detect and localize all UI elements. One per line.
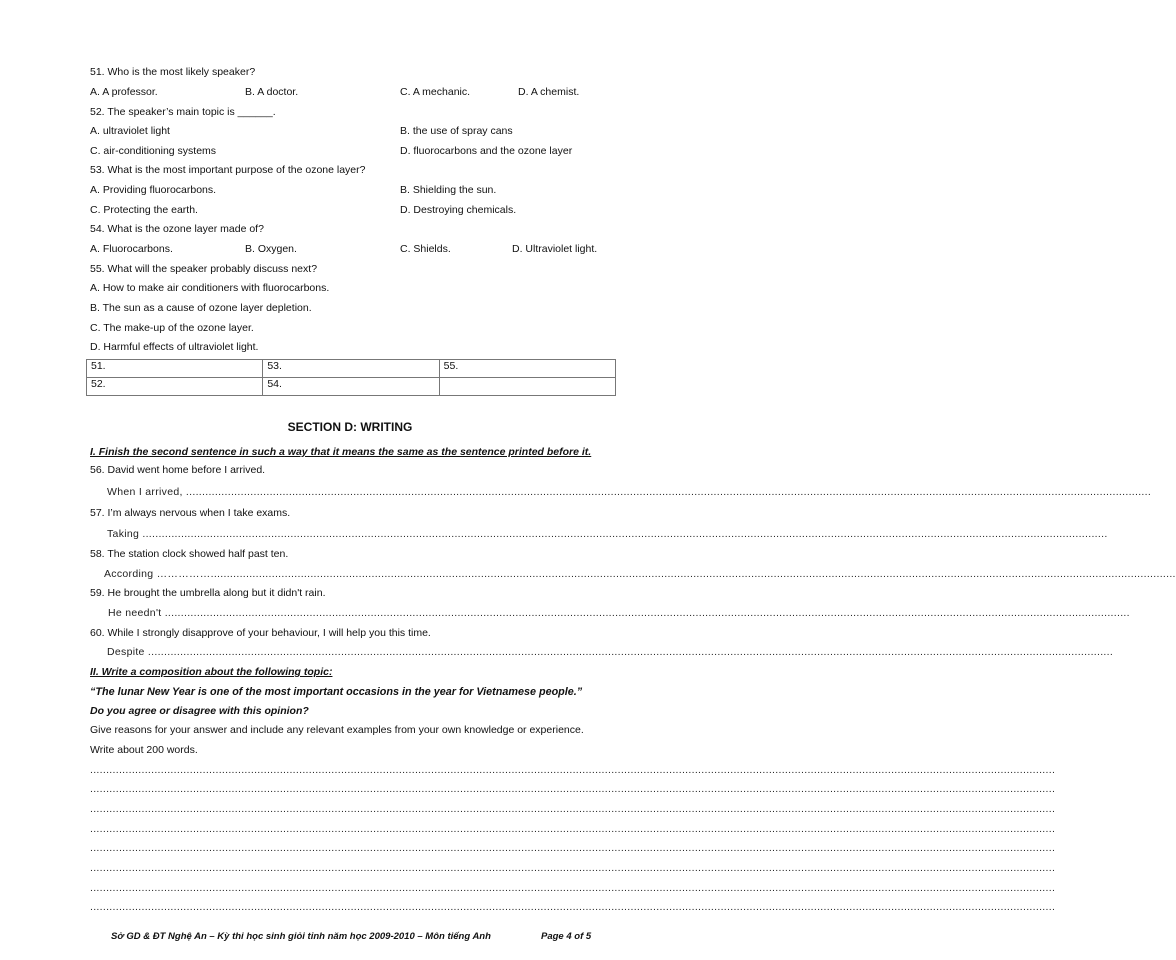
item-59-answer-line[interactable]: He needn't ............................................................................................................................................................................................................................................................................................................ — [108, 607, 1130, 619]
question-52: 52. The speaker’s main topic is ______. — [90, 106, 276, 118]
item-60-answer-line[interactable]: Despite ............................................................................................................................................................................................................................................................................................................ — [107, 646, 1114, 658]
answer-row — [87, 378, 616, 396]
q54-option-a[interactable]: A. Fluorocarbons. — [90, 243, 173, 255]
q54-option-d[interactable]: D. Ultraviolet light. — [512, 243, 598, 255]
q52-option-a[interactable]: A. ultraviolet light — [90, 125, 170, 137]
section-title: SECTION D: WRITING — [287, 420, 413, 434]
item-58-original: 58. The station clock showed half past ten. — [90, 548, 289, 560]
q51-option-b[interactable]: B. A doctor. — [245, 86, 299, 98]
composition-line[interactable]: ............................................................................................................................................................................................................................................................................................................ — [90, 882, 1056, 894]
answer-cell-empty — [439, 378, 615, 396]
item-58-start: According …………… — [104, 568, 211, 580]
part2-heading: II. Write a composition about the following topic: — [90, 666, 333, 678]
item-56-answer-line[interactable]: When I arrived, ............................................................................................................................................................................................................................................................................................................ — [107, 486, 1152, 498]
item-57-answer-line[interactable]: Taking ............................................................................................................................................................................................................................................................................................................ — [107, 528, 1108, 540]
q53-option-c[interactable]: C. Protecting the earth. — [90, 204, 198, 216]
question-54: 54. What is the ozone layer made of? — [90, 223, 264, 235]
q55-option-b[interactable]: B. The sun as a cause of ozone layer depletion. — [90, 302, 312, 314]
part1-heading: I. Finish the second sentence in such a way that it means the same as the sentence printed before it. — [90, 446, 592, 458]
item-56-start: When I arrived, — [107, 486, 186, 498]
q51-option-d[interactable]: D. A chemist. — [518, 86, 580, 98]
answer-cell-55[interactable]: 55. — [439, 360, 615, 378]
item-56-original: 56. David went home before I arrived. — [90, 464, 266, 476]
part2-instruction: Give reasons for your answer and include any relevant examples from your own knowledge or experience. — [90, 724, 584, 736]
q54-option-b[interactable]: B. Oxygen. — [245, 243, 297, 255]
q55-option-c[interactable]: C. The make-up of the ozone layer. — [90, 322, 254, 334]
part2-topic: “The lunar New Year is one of the most important occasions in the year for Vietnamese people.” — [90, 686, 583, 698]
part2-question: Do you agree or disagree with this opinion? — [90, 705, 309, 717]
composition-line[interactable]: ............................................................................................................................................................................................................................................................................................................ — [90, 901, 1056, 913]
item-59-start: He needn't — [108, 607, 165, 619]
composition-line[interactable]: ............................................................................................................................................................................................................................................................................................................ — [90, 783, 1056, 795]
q55-option-a[interactable]: A. How to make air conditioners with fluorocarbons. — [90, 282, 330, 294]
q54-option-c[interactable]: C. Shields. — [400, 243, 451, 255]
q55-option-d[interactable]: D. Harmful effects of ultraviolet light. — [90, 341, 259, 353]
answer-cell-54[interactable]: 54. — [263, 378, 439, 396]
answer-cell-52[interactable]: 52. — [87, 378, 263, 396]
item-60-start: Despite — [107, 646, 148, 658]
q51-option-c[interactable]: C. A mechanic. — [400, 86, 471, 98]
q53-option-b[interactable]: B. Shielding the sun. — [400, 184, 497, 196]
question-55: 55. What will the speaker probably discuss next? — [90, 263, 318, 275]
footer-title: Sở GD & ĐT Nghệ An – Kỳ thi học sinh giỏi tỉnh năm học 2009-2010 – Môn tiếng Anh — [111, 931, 491, 942]
composition-line[interactable]: ............................................................................................................................................................................................................................................................................................................ — [90, 764, 1056, 776]
answer-row — [87, 360, 616, 378]
part2-word-limit: Write about 200 words. — [90, 744, 198, 756]
composition-line[interactable]: ............................................................................................................................................................................................................................................................................................................ — [90, 823, 1056, 835]
q52-option-c[interactable]: C. air-conditioning systems — [90, 145, 217, 157]
q52-option-b[interactable]: B. the use of spray cans — [400, 125, 513, 137]
question-51: 51. Who is the most likely speaker? — [90, 66, 256, 78]
item-59-original: 59. He brought the umbrella along but it didn't rain. — [90, 587, 326, 599]
composition-line[interactable]: ............................................................................................................................................................................................................................................................................................................ — [90, 803, 1056, 815]
answer-cell-51[interactable]: 51. — [87, 360, 263, 378]
item-58-answer-line[interactable]: According ……………............................................................................................................................................................................................................................................................................................................ — [104, 568, 1176, 580]
q53-option-d[interactable]: D. Destroying chemicals. — [400, 204, 517, 216]
composition-line[interactable]: ............................................................................................................................................................................................................................................................................................................ — [90, 862, 1056, 874]
item-57-start: Taking — [107, 528, 143, 540]
answer-table — [86, 359, 616, 396]
item-57-original: 57. I’m always nervous when I take exams. — [90, 507, 291, 519]
q53-option-a[interactable]: A. Providing fluorocarbons. — [90, 184, 217, 196]
q51-option-a[interactable]: A. A professor. — [90, 86, 158, 98]
composition-line[interactable]: ............................................................................................................................................................................................................................................................................................................ — [90, 842, 1056, 854]
footer-page-number: Page 4 of 5 — [541, 931, 592, 942]
answer-cell-53[interactable]: 53. — [263, 360, 439, 378]
question-53: 53. What is the most important purpose of the ozone layer? — [90, 164, 366, 176]
q52-option-d[interactable]: D. fluorocarbons and the ozone layer — [400, 145, 573, 157]
item-60-original: 60. While I strongly disapprove of your behaviour, I will help you this time. — [90, 627, 431, 639]
